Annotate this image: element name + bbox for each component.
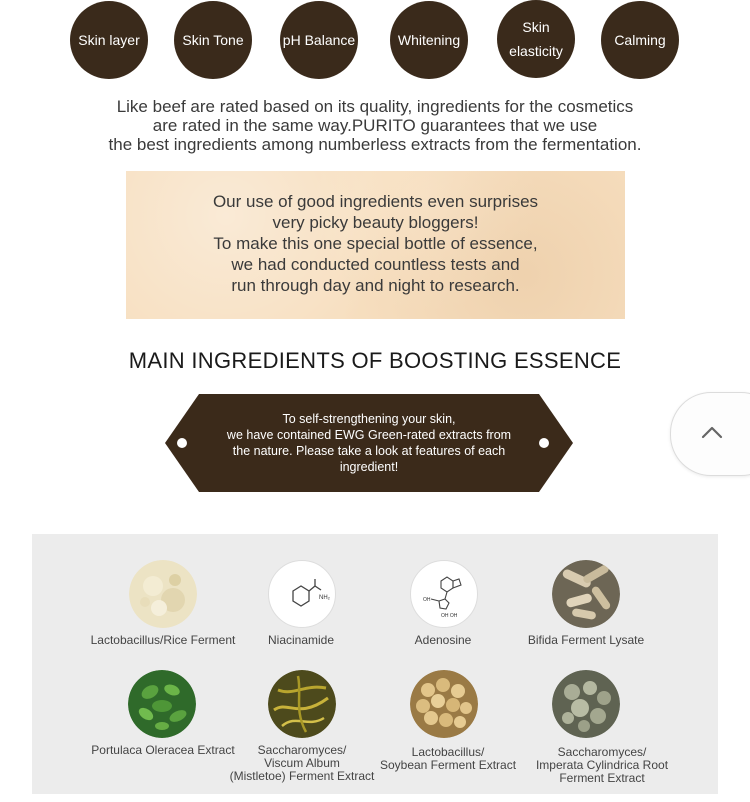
badge-whitening: Whitening xyxy=(390,1,468,79)
niacinamide-molecule-icon xyxy=(268,560,336,628)
badge-skin-layer: Skin layer xyxy=(70,1,148,79)
ingredient-label: Lactobacillus/ Soybean Ferment Extract xyxy=(379,745,517,772)
adenosine-molecule-icon xyxy=(410,560,478,628)
portulaca-leaves-icon xyxy=(128,670,196,738)
ingredient-label: Portulaca Oleracea Extract xyxy=(91,743,235,757)
chevron-up-icon xyxy=(701,424,723,440)
banner-right-dot xyxy=(539,438,549,448)
rice-ferment-icon xyxy=(129,560,197,628)
highlight-box xyxy=(126,171,625,319)
badge-skin-elasticity: Skin elasticity xyxy=(497,0,575,78)
ingredient-label: Lactobacillus/Rice Ferment xyxy=(90,633,236,647)
badge-skin-tone: Skin Tone xyxy=(174,1,252,79)
bifida-bacteria-icon xyxy=(552,560,620,628)
scroll-to-top-button[interactable] xyxy=(670,392,750,476)
ingredients-grid xyxy=(32,534,718,794)
banner-left-dot xyxy=(177,438,187,448)
intro-paragraph: Like beef are rated based on its quality, ingredients for the cosmetics are rated in the same way.PURITO guarantees that we use the best ingredients among numberless extracts from the fermentation. xyxy=(108,97,642,154)
ingredient-label: Saccharomyces/ Viscum Album (Mistletoe) Ferment Extract xyxy=(229,743,375,783)
svg-text:OH: OH xyxy=(423,597,431,603)
badge-ph-balance: pH Balance xyxy=(280,1,358,79)
svg-text:NH₂: NH₂ xyxy=(319,595,330,601)
mistletoe-icon xyxy=(268,670,336,738)
section-title: MAIN INGREDIENTS OF BOOSTING ESSENCE xyxy=(128,348,622,373)
yeast-cells-icon xyxy=(552,670,620,738)
svg-text:OH OH: OH OH xyxy=(441,613,458,619)
highlight-text: Our use of good ingredients even surprises very picky beauty bloggers! To make this one special bottle of essence, we had conducted countless tests and run through day and night to research. xyxy=(212,192,539,295)
ingredient-label: Niacinamide xyxy=(267,633,335,647)
benefit-badges xyxy=(0,0,750,80)
ingredient-label: Saccharomyces/ Imperata Cylindrica Root Ferment Extract xyxy=(535,745,669,785)
ingredient-label: Adenosine xyxy=(414,633,472,647)
soybean-icon xyxy=(410,670,478,738)
banner-text: To self-strengthening your skin, we have contained EWG Green-rated extracts from the nature. Please take a look at features of each ingredient! xyxy=(226,412,512,474)
ingredients-banner xyxy=(165,394,573,492)
ingredient-label: Bifida Ferment Lysate xyxy=(527,633,645,647)
badge-calming: Calming xyxy=(601,1,679,79)
